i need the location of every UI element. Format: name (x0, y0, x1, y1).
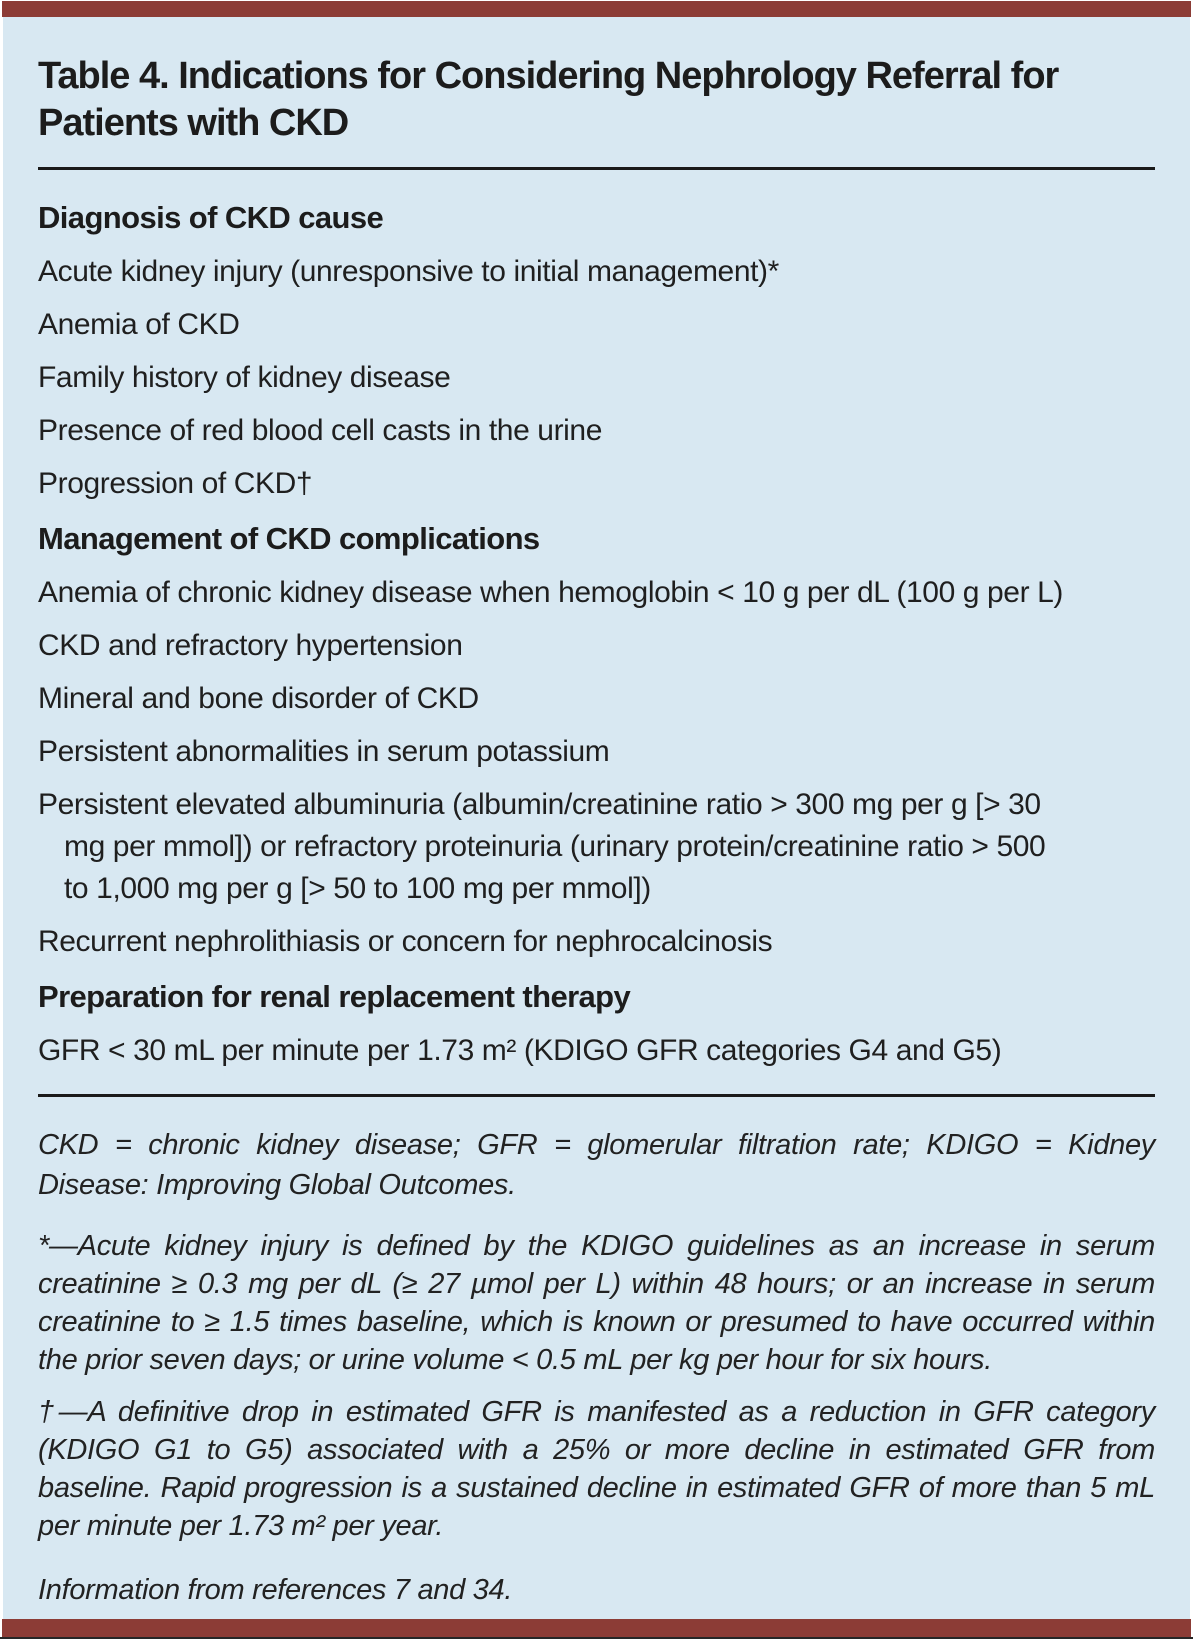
footnote-asterisk: *—Acute kidney injury is defined by the KDIGO guidelines as an increase in serum creatinine ≥ 0.3 mg per dL (≥ 27 µmol per L) within 48 hours; or an increase in serum creatinine to ≥ 1.5 times baseline, which is known or presumed to have occurred within the prior seven days; or urine volume < 0.5 mL per kg per hour for six hours. (38, 1230, 1155, 1376)
bottom-accent-bar (2, 1619, 1191, 1637)
table-row: Presence of red blood cell casts in the urine (38, 414, 602, 447)
footnote-dagger: †—A definitive drop in estimated GFR is manifested as a reduction in GFR category (KDIGO G1 to G5) associated with a 25% or more decline in estimated GFR from baseline. Rapid progression is a sustained decline in estimated GFR of more than 5 mL per minute per 1.73 m² per year. (38, 1396, 1155, 1542)
table-row: GFR < 30 mL per minute per 1.73 m² (KDIGO GFR categories G4 and G5) (38, 1034, 1002, 1067)
table-panel (3, 17, 1190, 1619)
table-row: CKD and refractory hypertension (38, 629, 463, 662)
table-row: Progression of CKD† (38, 467, 313, 500)
table-row: Acute kidney injury (unresponsive to initial management)* (38, 255, 779, 288)
source-note: Information from references 7 and 34. (38, 1574, 513, 1606)
section-heading-management: Management of CKD complications (38, 521, 540, 556)
title-divider (38, 167, 1155, 170)
footnote-divider (38, 1094, 1155, 1097)
table-row: Family history of kidney disease (38, 361, 451, 394)
table-title: Table 4. Indications for Considering Nephrology Referral for Patients with CKD (38, 55, 1059, 144)
section-heading-diagnosis: Diagnosis of CKD cause (38, 200, 384, 235)
table-row: Anemia of CKD (38, 308, 240, 341)
table-row: Anemia of chronic kidney disease when hemoglobin < 10 g per dL (100 g per L) (38, 576, 1063, 609)
table-row: Recurrent nephrolithiasis or concern for nephrocalcinosis (38, 925, 773, 958)
table-row: Persistent abnormalities in serum potassium (38, 735, 610, 768)
abbreviations-note: CKD = chronic kidney disease; GFR = glomerular filtration rate; KDIGO = Kidney Disease: Improving Global Outcomes. (38, 1129, 1155, 1201)
table-row: Persistent elevated albuminuria (albumin/creatinine ratio > 300 mg per g [> 30 mg per mmol]) or refractory proteinuria (urinary protein/creatinine ratio > 500 to 1,000 mg per g [> 50 to 100 mg per mmol]) (38, 788, 1046, 905)
top-accent-bar (2, 1, 1191, 17)
section-heading-preparation: Preparation for renal replacement therapy (38, 979, 631, 1014)
table-row: Mineral and bone disorder of CKD (38, 682, 479, 715)
